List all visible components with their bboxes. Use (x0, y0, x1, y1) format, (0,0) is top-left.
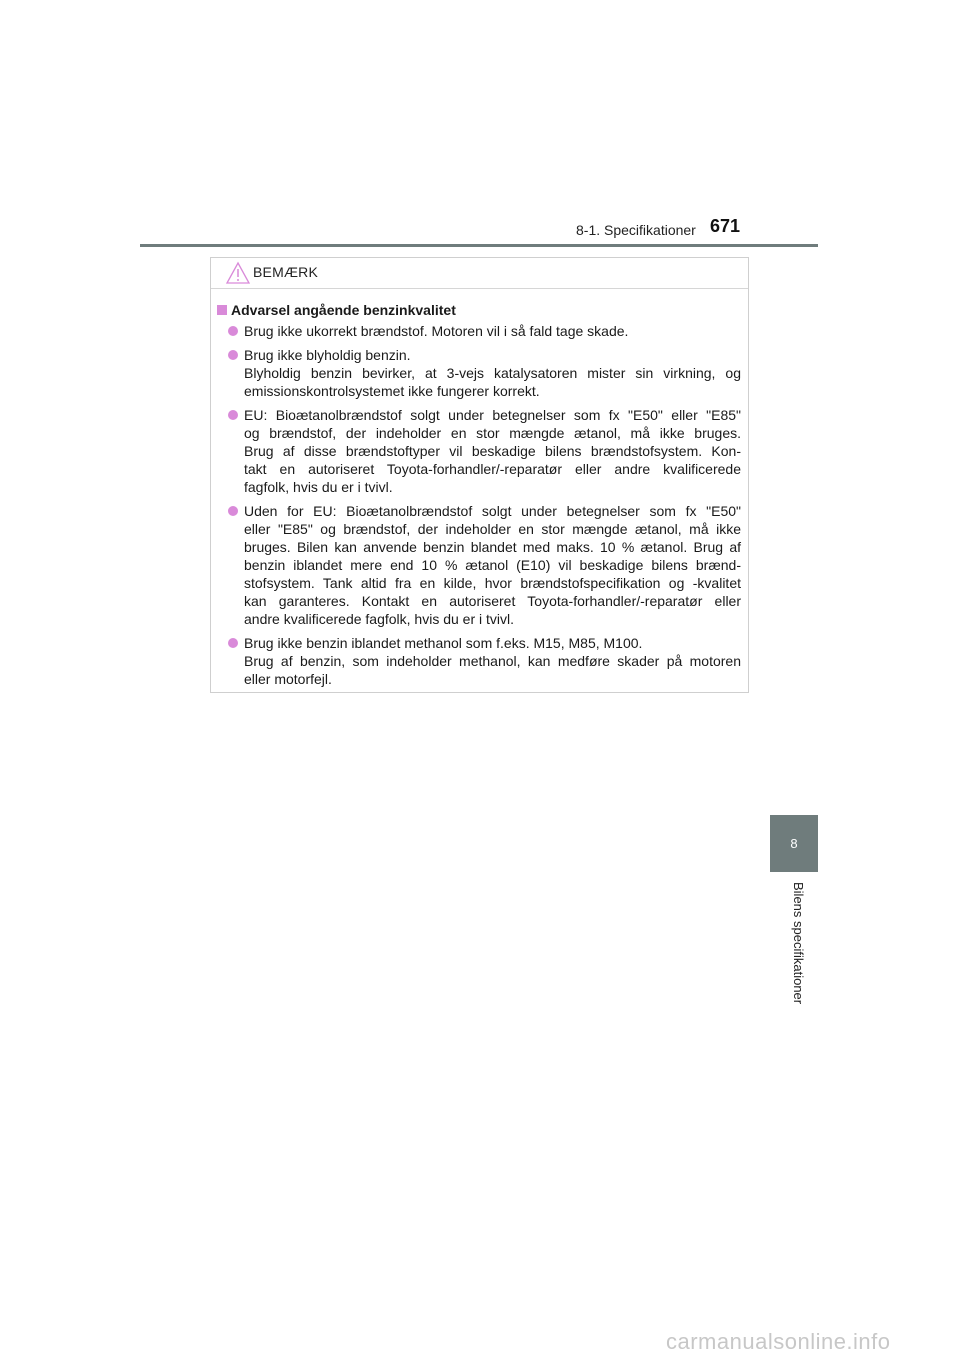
warning-triangle-icon (225, 261, 251, 285)
text-line: Uden for EU: Bioætanolbrændstof solgt under betegnelser som fx "E50" (244, 503, 741, 519)
notice-header (211, 258, 748, 289)
text-line: Brug ikke ukorrekt brændstof. Motoren vil i så fald tage skade. (244, 323, 629, 339)
text-line: eller motorfejl. (244, 671, 332, 687)
bullet-dot-icon (228, 350, 238, 360)
text-line: eller "E85" og brændstof, der indeholder en stor mængde ætanol, må ikke (244, 521, 741, 537)
square-bullet-icon (217, 305, 227, 315)
text-line: Brug af disse brændstoftyper vil beskadige bilens brændstofsystem. Kon- (244, 443, 741, 459)
list-item (216, 322, 741, 340)
text-line: Brug ikke blyholdig benzin. (244, 347, 411, 363)
section-heading: 8-1. Specifikationer (576, 222, 696, 238)
bullet-dot-icon (228, 638, 238, 648)
watermark: carmanualsonline.info (666, 1329, 891, 1354)
bullet-dot-icon (228, 326, 238, 336)
bullet-dot-icon (228, 410, 238, 420)
list-item (216, 502, 741, 628)
notice-list (216, 322, 741, 688)
chapter-tab (770, 815, 818, 872)
chapter-label: Bilens specifikationer (791, 882, 806, 1005)
text-line: andre kvalificerede fagfolk, hvis du er i tvivl. (244, 611, 515, 627)
text-line: Brug af benzin, som indeholder methanol, kan medføre skader på motoren (244, 653, 741, 669)
text-line: benzin iblandet mere end 10 % ætanol (E10) vil beskadige bilens brænd- (244, 557, 741, 573)
notice-label: BEMÆRK (253, 264, 318, 280)
text-line: stofsystem. Tank altid fra en kilde, hvor brændstofspecifikation og -kvalitet (244, 575, 741, 591)
text-line: kan garanteres. Kontakt en autoriseret Toyota-forhandler/-reparatør eller (244, 593, 741, 609)
text-line: takt en autoriseret Toyota-forhandler/-reparatør eller andre kvalificerede (244, 461, 741, 477)
text-line: og brændstof, der indeholder en stor mængde ætanol, må ikke bruges. (244, 425, 741, 441)
notice-section-title-text: Advarsel angående benzinkvalitet (231, 302, 456, 318)
page-number: 671 (710, 216, 741, 236)
notice-box (210, 257, 749, 693)
text-line: Brug ikke benzin iblandet methanol som f.eks. M15, M85, M100. (244, 635, 643, 651)
header-divider (140, 244, 818, 247)
chapter-number: 8 (790, 836, 798, 851)
bullet-dot-icon (228, 506, 238, 516)
list-item (216, 346, 741, 400)
text-line: EU: Bioætanolbrændstof solgt under betegnelser som fx "E50" eller "E85" (244, 407, 741, 423)
text-line: fagfolk, hvis du er i tvivl. (244, 479, 393, 495)
text-line: bruges. Bilen kan anvende benzin blandet med maks. 10 % ætanol. Brug af (244, 539, 741, 555)
text-line: emissionskontrolsystemet ikke fungerer korrekt. (244, 383, 540, 399)
list-item (216, 634, 741, 688)
notice-body (211, 289, 748, 688)
text-line: Blyholdig benzin bevirker, at 3-vejs katalysatoren mister sin virkning, og (244, 365, 741, 381)
notice-section-title (216, 301, 741, 319)
list-item (216, 406, 741, 496)
